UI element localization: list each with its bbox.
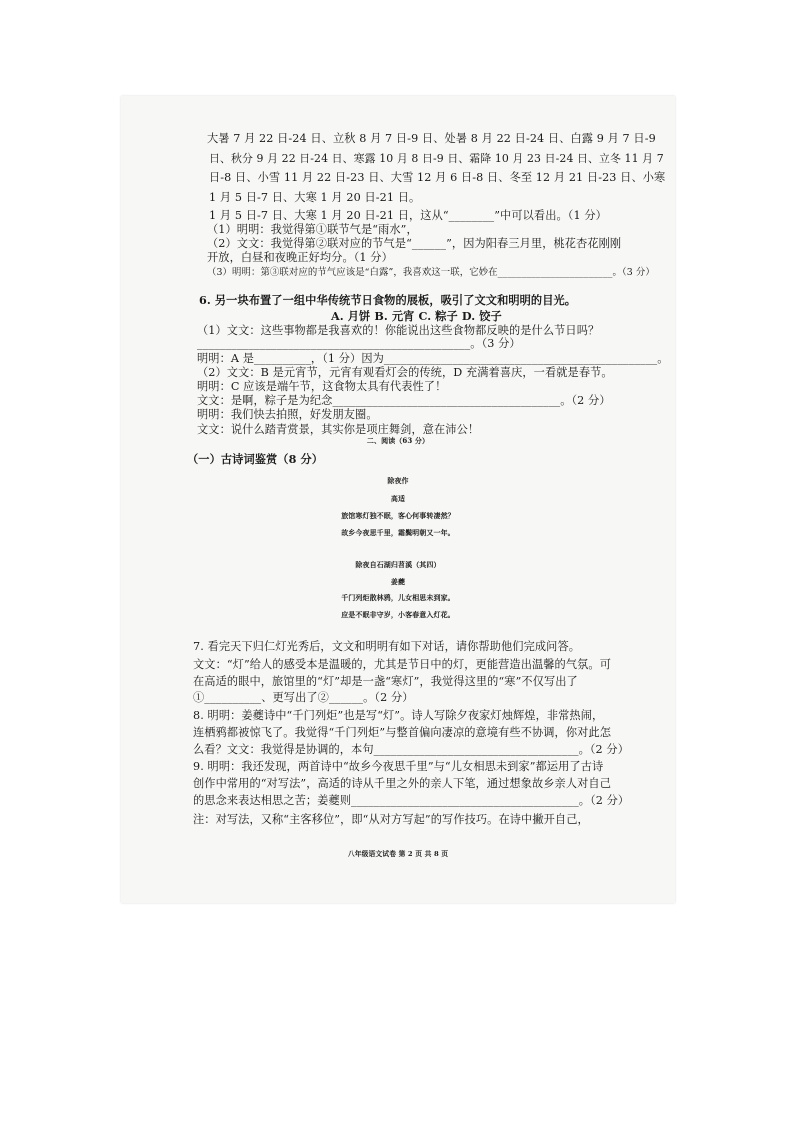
text-line: 开放，白昼和夜晚正好均分。（1 分） <box>207 251 393 264</box>
text-line: 么看？文文：我觉得是协调的，本句____________________________________。（2 分） <box>193 743 629 756</box>
poem-line: 旅馆寒灯独不眠，客心何事转凄然？ <box>341 511 455 520</box>
poem-line: 千门列炬散林鸦，儿女相思未到家。 <box>341 593 455 602</box>
text-line: （2）文文：我觉得第②联对应的节气是“______”，因为阳春三月里，桃花杏花刚刚 <box>207 237 622 250</box>
text-line: 的思念来表达相思之苦；姜夔则________________________________________。（2 分） <box>193 794 630 807</box>
text-line: 在高适的眼中，旅馆里的“灯”却是一盏“寒灯”，我觉得这里的“寒”不仅写出了 <box>193 675 578 688</box>
text-line: 1 月 5 日-7 日、大寒 1 月 20 日-21 日。 <box>209 191 421 204</box>
text-line: 注：对写法，又称“主客移位”，即“从对方写起”的写作技巧。在诗中撇开自己， <box>193 813 589 826</box>
question-9: 9. 明明：我还发现，两首诗中“故乡今夜思千里”与“儿女相思未到家”都运用了古诗 <box>193 760 604 773</box>
text-line: （3）明明：第③联对应的节气应该是“白露”，我喜欢这一联，它妙在________________________。（3 分） <box>207 267 655 278</box>
poem-title: 除夜作 <box>387 476 409 485</box>
exam-page <box>121 96 675 903</box>
page-footer: 八年级语文试卷 第 2 页 共 8 页 <box>347 850 449 858</box>
text-line: 1 月 5 日-7 日、大寒 1 月 20 日-21 日，这从“________”中可以看出。（1 分） <box>209 209 607 222</box>
text-line: 文文：是啊，粽子是为纪念________________________________________。（2 分） <box>197 394 611 407</box>
question-6: 6. 另一块布置了一组中华传统节日食物的展板，吸引了文文和明明的目光。 <box>199 293 577 307</box>
poem-author: 高适 <box>390 494 406 503</box>
text-line: （2）文文：B 是元宵节，元宵有观看灯会的传统，D 充满着喜庆，一看就是春节。 <box>197 366 613 379</box>
answer-line: ________________________________________________。（3 分） <box>197 337 521 350</box>
text-line: 明明：我们快去拍照，好发朋友圈。 <box>197 408 378 421</box>
text-line: ①__________、更写出了②______。（2 分） <box>193 691 414 704</box>
text-line: 日-8 日、小雪 11 月 22 日-23 日、大雪 12 月 6 日-8 日、冬至 12 月 21 日-23 日、小寒 <box>209 171 666 184</box>
poem-title: 除夜自石湖归苕溪（其四） <box>355 560 441 569</box>
text-line: 大暑 7 月 22 日-24 日、立秋 8 月 7 日-9 日、处暑 8 月 22 日-24 日、白露 9 月 7 日-9 <box>207 132 656 145</box>
poem-line: 故乡今夜思千里，霜鬓明朝又一年。 <box>341 528 455 537</box>
text-line: （1）明明：我觉得第①联节气是“雨水”， <box>207 223 418 236</box>
poem-line: 应是不眠非守岁，小客春意入灯花。 <box>341 610 455 619</box>
text-line: 连栖鸦都被惊飞了。我觉得“千门列炬”与整首偏向凄凉的意境有些不协调，你对此怎 <box>193 726 611 739</box>
poem-author: 姜夔 <box>390 577 406 586</box>
text-line: 明明：A 是__________，（1 分）因为________________________________________________。 <box>197 352 669 365</box>
text-line: 日、秋分 9 月 22 日-24 日、寒露 10 月 8 日-9 日、霜降 10 月 23 日-24 日、立冬 11 月 7 <box>209 152 664 165</box>
question-8: 8. 明明：姜夔诗中“千门列炬”也是写“灯”。诗人写除夕夜家灯烛辉煌，非常热闹， <box>193 709 604 722</box>
text-line: 文文：说什么踏青赏景，其实你是项庄舞剑，意在沛公！ <box>197 423 480 436</box>
text-line: （1）文文：这些事物都是我喜欢的！你能说出这些食物都反映的是什么节日吗？ <box>197 324 600 337</box>
question-7: 7. 看完天下归仁灯光秀后，文文和明明有如下对话，请你帮助他们完成问答。 <box>193 640 581 653</box>
text-line: 创作中常用的“对写法”，高适的诗从千里之外的亲人下笔，通过想象故乡亲人对自己 <box>193 777 611 790</box>
text-line: 明明：C 应该是端午节，这食物太具有代表性了！ <box>197 380 447 393</box>
section-heading: 二、阅读（63 分） <box>366 436 430 445</box>
options-line: A. 月饼 B. 元宵 C. 粽子 D. 饺子 <box>331 309 502 323</box>
subsection-heading: （一）古诗词鉴赏（8 分） <box>187 452 324 466</box>
text-line: 文文：“灯”给人的感受本是温暖的，尤其是节日中的灯，更能营造出温馨的气氛。可 <box>193 658 611 671</box>
